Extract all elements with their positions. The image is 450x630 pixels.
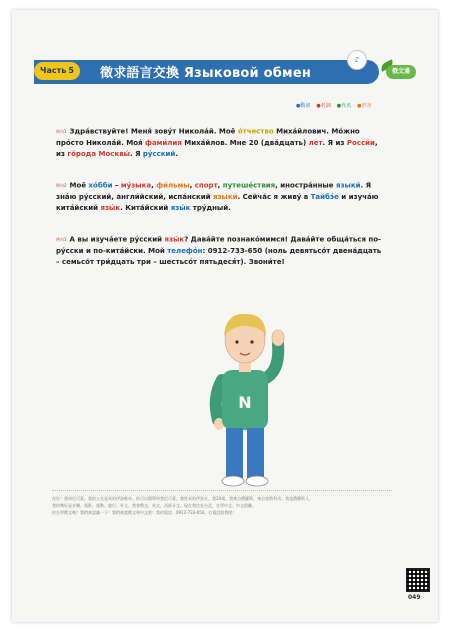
- highlighted-word: язы́к: [164, 235, 185, 244]
- text-segment: Миха́йлов. Мне 20 (два́дцать): [181, 138, 309, 147]
- nikolai-illustration: [188, 300, 298, 490]
- translation-notes: [52, 495, 392, 516]
- highlighted-word: ру́сский: [142, 149, 176, 158]
- highlighted-word: путеше́ствия: [222, 181, 276, 190]
- highlighted-word: телефо́н: [167, 246, 203, 255]
- paragraph-1: [56, 126, 386, 160]
- text-segment: ,: [217, 181, 223, 190]
- text-segment: и изуча́ю кита́йский: [56, 192, 379, 212]
- highlighted-word: лет: [308, 138, 323, 147]
- highlighted-word: язы́к: [170, 203, 191, 212]
- highlighted-word: му́зыка: [120, 181, 152, 190]
- highlighted-word: языки́: [335, 181, 361, 190]
- highlighted-word: фами́лия: [145, 138, 182, 147]
- text-segment: , из: [56, 138, 378, 158]
- text-segment: Здра́вствуйте! Меня́ зову́т Никола́й. Моё: [69, 127, 238, 136]
- highlighted-word: Москвы́: [98, 149, 130, 158]
- paragraph-2: [56, 180, 386, 214]
- chapter-banner: [34, 58, 374, 86]
- page-number: 049: [408, 594, 421, 601]
- part-label: Часть: [40, 66, 67, 75]
- highlighted-word: Тайбэ́е: [310, 192, 339, 201]
- translation-1: 你好！我叫尼可萊。我的父名是米哈伊洛維奇。你可以簡單叫我尼可萊。我姓米哈伊洛夫。我20歲。我來自俄羅斯，來自莫斯科市。我是俄羅斯人。: [52, 496, 314, 501]
- textbook-page: [12, 10, 438, 622]
- series-badge: 俄文通: [386, 65, 416, 79]
- legend-item-pronoun: ●代名: [336, 103, 352, 109]
- legend-item-noun: ●名詞: [316, 103, 331, 109]
- shirt-letter: N: [238, 393, 252, 412]
- highlighted-word: язы́к: [100, 203, 121, 212]
- legend-item-verb: ●動詞: [296, 103, 311, 109]
- text-segment: Моё: [69, 181, 89, 190]
- text-segment: А вы изуча́ете ру́сский: [69, 235, 165, 244]
- highlighted-word: Росси́и: [346, 138, 375, 147]
- text-segment: Миха́йлович. Мо́жно про́сто Никола́й. Моя́: [56, 127, 360, 147]
- text-segment: , иностра́нные: [275, 181, 336, 190]
- text-segment: ,: [189, 181, 195, 190]
- text-segment: . Я: [129, 149, 143, 158]
- page-title: 徵求語言交換 Языковой обмен: [100, 66, 312, 81]
- text-segment: ? Дава́йте познако́мимся! Дава́йте обща́ться по-ру́сски и по-кита́йски. Мой: [56, 235, 381, 255]
- text-segment: –: [112, 181, 121, 190]
- text-segment: . Кита́йский: [120, 203, 171, 212]
- highlighted-word: го́рода: [67, 149, 97, 158]
- text-segment: . Сейча́с я живу́ в: [237, 192, 311, 201]
- highlighted-word: хо́бби: [88, 181, 113, 190]
- text-segment: . Я зна́ю ру́сский, англи́йский, испа́нский: [56, 181, 372, 201]
- paragraph-3: [56, 234, 386, 268]
- qr-code-icon[interactable]: [406, 568, 430, 592]
- notes-divider: [52, 490, 392, 491]
- highlighted-word: спорт: [194, 181, 218, 190]
- text-segment: .: [175, 149, 179, 158]
- highlighted-word: языки́: [212, 192, 238, 201]
- text-segment: : 0912-733-650 (ноль девятьсо́т двена́дцать – семьсо́т три́дцать три – шестьсо́т пятьдеся́т). Звони́те!: [56, 246, 382, 266]
- text-segment: ,: [151, 181, 157, 190]
- highlighted-word: фи́льмы: [156, 181, 190, 190]
- text-segment: . Я из: [322, 138, 347, 147]
- example-tag: 例句1: [56, 129, 67, 134]
- example-tag: 例句3: [56, 237, 67, 242]
- example-tag: 例句2: [56, 183, 67, 188]
- audio-icon[interactable]: ♪: [347, 50, 367, 70]
- text-segment: тру́дный.: [190, 203, 231, 212]
- legend-item-adjective: ●形容: [357, 103, 372, 109]
- part-tag: [34, 62, 80, 80]
- translation-3: 你在學俄文嗎？我們來認識一下！我們來說俄文和中文吧！我的電話：0912-733-650。打電話給我吧！: [52, 510, 237, 515]
- part-number: 5: [68, 66, 74, 75]
- highlighted-word: о́тчество: [237, 127, 274, 136]
- translation-2: 我的嗜好是音樂、電影、運動、旅行、外文。我會俄文、英文、西班牙文。現在我住在台北，在學中文。中文很難。: [52, 503, 256, 508]
- word-class-legend: [296, 102, 372, 109]
